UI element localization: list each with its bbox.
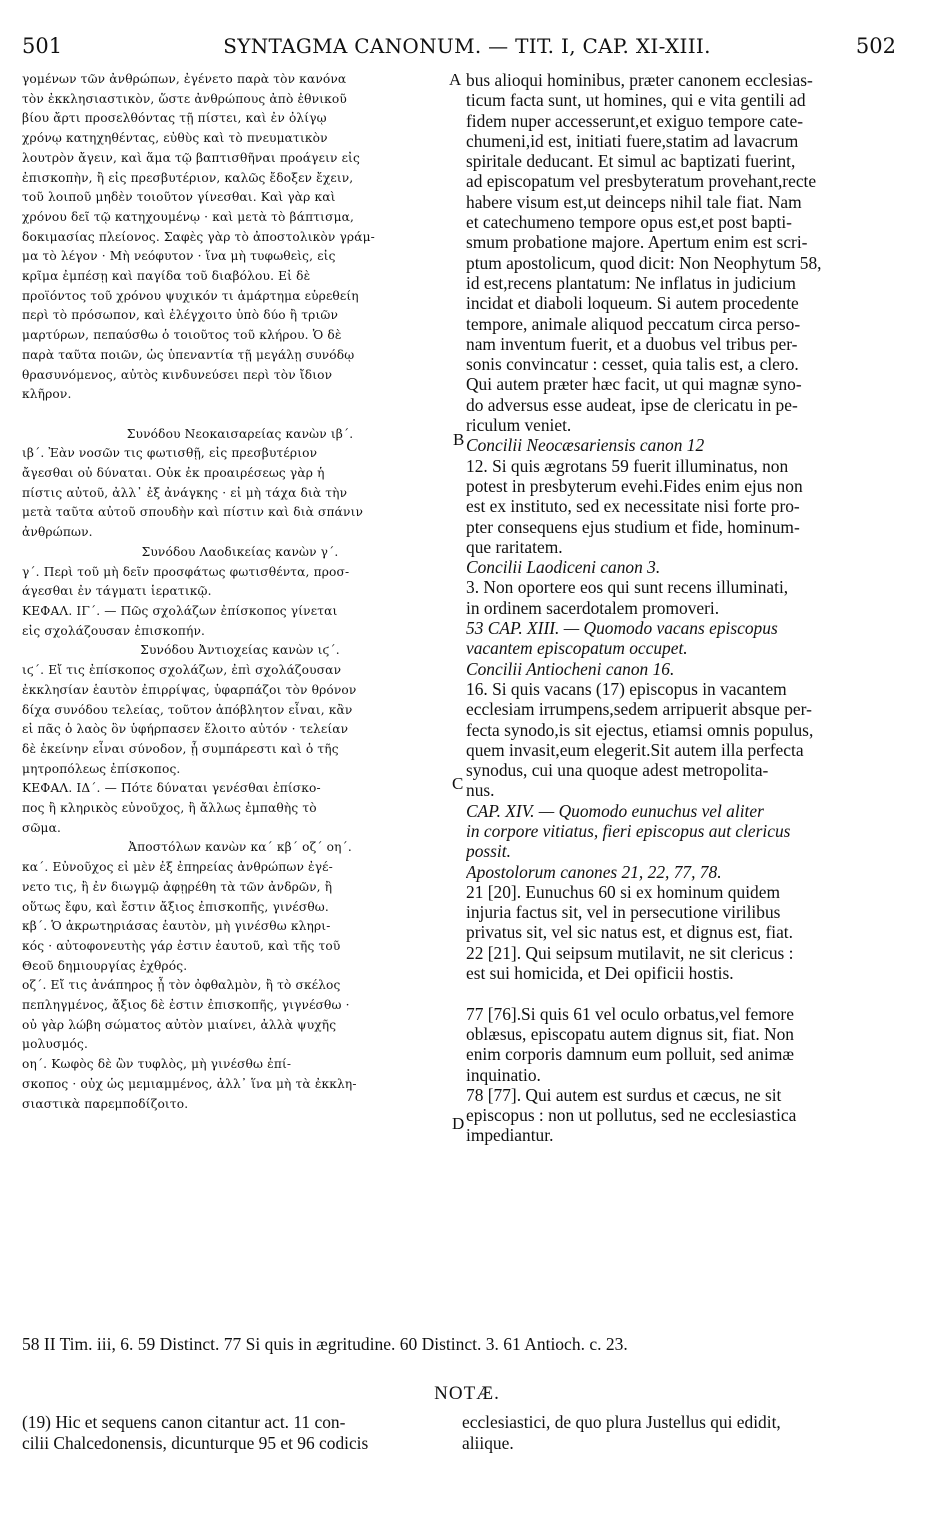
latin-text-line: privatus sit, vel sic natus est, et dignus est, fiat. [466,922,793,943]
greek-text-line: ἄγεσθαι οὐ δύναται. Οὐκ ἐκ προαιρέσεως γὰρ ἡ [22,466,325,481]
latin-text-line: incidat et diaboli loqueum. Si autem procedente [466,293,799,314]
margin-marker-d: D [452,1114,465,1133]
latin-text-line: 16. Si quis vacans (17) episcopus in vacantem [466,678,787,699]
greek-text-line: μαρτύρων, πεπαύσθω ὁ τοιοῦτος τοῦ κλήρου. Ὁ δὲ [22,328,342,343]
latin-text-line: fidem nuper accesserunt,et exiguo tempore cate- [466,110,804,131]
greek-text-line: μετὰ ταῦτα αὐτοῦ σπουδὴν καὶ πίστιν καὶ διὰ σπάνιν [22,505,364,520]
latin-text-line: injuria factus sit, vel in persecutione virilibus [466,902,781,923]
greek-text-line: Συνόδου Νεοκαισαρείας κανὼν ιβ΄. [126,426,354,441]
greek-text-line: παρὰ ταῦτα ποιῶν, ὡς ὑπεναντία τῇ μεγάλῃ συνόδῳ [22,347,355,362]
margin-marker-a: A [449,70,462,89]
notae-right-line: aliique. [462,1433,514,1453]
greek-text-line: σῶμα. [22,820,62,835]
latin-text-line: 12. Si quis ægrotans 59 fuerit illuminatus, non [466,455,789,476]
greek-text-line: πεπληγμένος, ἄξιος δὲ ἐστιν ἐπισκοπῆς, γιγνέσθω · [22,998,350,1013]
greek-text-line: εἰς σχολάζουσαν ἐπισκοπήν. [22,623,206,638]
latin-text-line: ad episcopatum vel presbyteratum provehant,recte [466,171,817,192]
latin-text-line: impediantur. [466,1125,554,1146]
greek-text-line: κα΄. Εὐνοῦχος εἰ μὲν ἐξ ἐπηρείας ἀνθρώπων ἐγέ- [22,860,333,875]
latin-text-line: 3. Non oportere eos qui sunt recens illuminati, [466,577,789,598]
greek-text-line: κός · αὐτοφονευτὴς γάρ ἐστιν ἑαυτοῦ, καὶ τῆς τοῦ [22,938,341,953]
greek-text-line: ΚΕΦΑΛ. ΙΔ΄. — Πότε δύναται γενέσθαι ἐπίσκο- [22,781,321,796]
latin-text-line: possit. [466,841,511,862]
greek-text-line: δίχα συνόδου τελείας, τοῦτον ἀπόβλητον εἶναι, κἂν [22,702,353,717]
latin-text-line: potest in presbyterum evehi.Fides enim ejus non [466,475,803,496]
greek-text-line: οὕτως ἔφυ, καὶ ἔστιν ἄξιος ἐπισκοπῆς, γινέσθω. [22,899,329,914]
latin-text-line: oblæsus, episcopatu autem dignus sit, fiat. Non [466,1023,794,1044]
greek-text-line: κλῆρον. [22,387,72,402]
greek-text-line: μολυσμός. [22,1037,89,1052]
greek-text-line: γομένων τῶν ἀνθρώπων, ἐγένετο παρὰ τὸν κανόνα [22,72,347,86]
latin-text-line: riculum veniet. [466,415,572,436]
latin-text-line: CAP. XIV. — Quomodo eunuchus vel aliter [466,800,764,821]
notae-left-line: (19) Hic et sequens canon citantur act. 11 con- [22,1412,346,1432]
greek-text-line: ιϛ΄. Εἴ τις ἐπίσκοπος σχολάζων, ἐπὶ σχολάζουσαν [22,663,342,678]
greek-text-line: εἰ πᾶς ὁ λαὸς ὃν ὑφήρπασεν ἕλοιτο αὐτόν · τελείαν [22,722,349,737]
latin-text-line: 77 [76].Si quis 61 vel oculo orbatus,vel femore [466,1003,794,1024]
greek-text-line: ιβ΄. Ἐὰν νοσῶν τις φωτισθῇ, εἰς πρεσβυτέριον [22,446,318,461]
latin-text-line: vacantem episcopatum occupet. [466,638,688,659]
greek-text-line: δοκιμασίας πλείονος. Σαφὲς γὰρ τὸ ἀποστολικὸν γράμ- [22,229,375,244]
latin-text-line: bus alioqui hominibus, præter canonem ecclesias- [466,70,813,90]
greek-text-line: οὐ γὰρ λώβη σώματος αὐτὸν μιαίνει, ἀλλὰ ψυχῆς [22,1017,337,1032]
latin-text-line: ticum facta sunt, ut homines, qui e vita gentili ad [466,90,806,111]
latin-text-line: do adversus esse audeat, ipse de clericatu in pe- [466,394,798,415]
greek-text-line: σκοπος · οὐχ ὡς μεμιαμμένος, ἀλλ᾽ ἵνα μὴ τὰ ἐκκλη- [22,1076,357,1091]
latin-text-line: id est,recens plantatum: Ne inflatus in judicium [466,272,796,293]
latin-text-line: Concilii Neocæsariensis canon 12 [466,435,705,456]
notae-heading: NOTÆ. [434,1383,500,1404]
greek-text-line: κρῖμα ἐμπέσῃ καὶ παγίδα τοῦ διαβόλου. Εἰ δὲ [22,269,311,284]
greek-text-line: τὸν ἐκκλησιαστικὸν, ὥστε ἀνθρώπους ἀπὸ ἐθνικοῦ [22,91,347,106]
greek-text-line: ΚΕΦΑΛ. ΙΓ΄. — Πῶς σχολάζων ἐπίσκοπος γίνεται [22,603,338,618]
latin-text-line: chumeni,id est, initiati fuere,statim ad lavacrum [466,130,799,151]
latin-text-line: in corpore vitiatus, fieri episcopus aut clericus [466,820,791,841]
greek-text-line: οζ΄. Εἴ τις ἀνάπηρος ᾖ τὸν ὀφθαλμὸν, ἢ τὸ σκέλος [22,978,341,993]
greek-text-line: ἐπισκοπὴν, ἢ εἰς πρεσβυτέριον, καλῶς ἔδοξεν ἔχειν, [22,170,354,185]
latin-text-line: 22 [21]. Qui seipsum mutilavit, ne sit clericus : [466,942,794,963]
notae-right-line: ecclesiastici, de quo plura Justellus qui edidit, [462,1412,781,1432]
notae-left-line: cilii Chalcedonensis, dicunturque 95 et 96 codicis [22,1433,369,1453]
latin-text-line: ecclesiam irrumpens,sedem arripuerit absque per- [466,699,812,720]
greek-text-line: λουτρὸν ἄγειν, καὶ ἅμα τῷ βαπτισθῆναι προάγειν εἰς [22,150,360,165]
latin-text-line: in ordinem sacerdotalem promoveri. [466,597,720,618]
latin-text-line: et catechumeno tempore opus est,et post bapti- [466,212,792,233]
greek-column [22,70,458,1114]
greek-text-line: Συνόδου Λαοδικείας κανὼν γ΄. [141,544,339,559]
greek-text-line: νετο τις, ἢ ἐν διωγμῷ ἀφῃρέθη τὰ τῶν ἀνδρῶν, ἢ [22,879,333,894]
latin-text-line: enim corporis damnum eum polluit, sed animæ [466,1044,794,1065]
notae-right [462,1412,902,1454]
margin-marker-c: C [452,774,464,793]
latin-text-line: 78 [77]. Qui autem est surdus et cæcus, ne sit [466,1084,782,1105]
greek-text-line: πος ἢ κληρικὸς εὐνοῦχος, ἢ ἄλλως ἐμπαθὴς τὸ [22,801,317,816]
latin-text-line [466,983,896,1003]
footnotes: 58 II Tim. iii, 6. 59 Distinct. 77 Si quis in ægritudine. 60 Distinct. 3. 61 Antioch. c. 23. [22,1334,628,1354]
latin-text-line: habere visum est,ut deinceps nihil tale fiat. Nam [466,191,802,212]
latin-text-line: est ex instituto, sed ex necessitate nisi forte pro- [466,496,800,517]
greek-text-line: Θεοῦ δημιουργίας ἐχθρός. [22,958,188,973]
latin-text-line: fecta synodo,is sit ejectus, etiamsi omnis populus, [466,719,814,740]
greek-text-line: άγεσθαι ἐν τάγματι ἱερατικῷ. [22,584,212,599]
latin-text-line: nus. [466,780,495,801]
greek-text-line [22,405,458,425]
latin-text-line: 21 [20]. Eunuchus 60 si ex hominum quidem [466,881,780,902]
greek-text-line: μητροπόλεως ἐπίσκοπος. [22,761,181,776]
latin-text-line: nam inventum fuerit, et a duobus vel tribus per- [466,333,798,354]
latin-text-line: spiritale deducant. Et simul ac baptizati fuerint, [466,151,796,172]
page-number-right: 502 [855,34,896,58]
greek-text-line: τοῦ λοιποῦ μηδὲν τοιοῦτον γίνεσθαι. Καὶ γὰρ καὶ [22,190,336,205]
greek-text-line: θρασυνόμενος, αὐτὸς κινδυνεύσει περὶ τὸν ἴδιον [22,367,333,382]
running-title: SYNTAGMA CANONUM. — TIT. I, CAP. XI-XIII. [223,34,711,58]
greek-text-line: βίου ἄρτι προσελθόντας τῇ πίστει, καὶ ἐν ὀλίγῳ [22,111,327,126]
latin-text-line: quem invasit,eum elegerit.Sit autem illa perfecta [466,739,804,760]
greek-text-line: δὲ ἐκείνην εἶναι σύνοδον, ᾗ συμπάρεστι καὶ ὁ τῆς [22,741,339,756]
latin-text-line: sonis convincatur : cesset, quia talis est, a clero. [466,354,799,375]
latin-text-line: pter consequens ejus studium et fide, hominum- [466,516,800,537]
latin-text-line: Qui autem præter hæc facit, ut qui magnæ syno- [466,374,802,395]
greek-text-line: χρόνου δεῖ τῷ κατηχουμένῳ · καὶ μετὰ τὸ βάπτισμα, [22,209,355,224]
latin-text-line: 53 CAP. XIII. — Quomodo vacans episcopus [466,618,778,639]
greek-text-line: περὶ τὸ πρόσωπον, καὶ ἐλέγχοιτο ὑπὸ δύο ἢ τριῶν [22,308,339,323]
latin-column [466,70,896,1146]
latin-text-line: Apostolorum canones 21, 22, 77, 78. [466,861,722,882]
greek-text-line: κβ΄. Ὁ ἀκρωτηριάσας ἑαυτὸν, μὴ γινέσθω κληρι- [22,919,331,934]
latin-text-line: Concilii Laodiceni canon 3. [466,557,661,578]
greek-text-line: προϊόντος τοῦ χρόνου ψυχικόν τι ἁμάρτημα εὑρεθείη [22,288,359,303]
latin-text-line: smum probatione majore. Apertum enim est scri- [466,232,808,253]
greek-text-line: ἀνθρώπων. [22,525,93,540]
margin-marker-b: B [453,430,465,449]
latin-text-line: que raritatem. [466,536,563,557]
latin-text-line: ptum apostolicum, quod dicit: Non Neophytum 58, [466,252,822,273]
page-header [0,34,934,64]
greek-text-line: μα τὸ λέγον · Μὴ νεόφυτον · ἵνα μὴ τυφωθεὶς, εἰς [22,249,336,264]
page-number-left: 501 [22,34,63,58]
notae-left [22,1412,452,1454]
greek-text-line: ἐκκλησίαν ἑαυτὸν ἐπιρρίψας, ὑφαρπάζοι τὸν θρόνον [22,682,357,697]
latin-text-line: est sui homicida, et Dei opificii hostis. [466,963,734,984]
greek-text-line: Ἀποστόλων κανὼν κα΄ κβ΄ οζ΄ οη΄. [128,840,352,855]
latin-text-line: tempore, animale aliquod peccatum circa perso- [466,313,801,334]
latin-text-line: episcopus : non ut pollutus, sed ne ecclesiastica [466,1105,797,1126]
latin-text-line: inquinatio. [466,1064,541,1085]
greek-text-line: γ΄. Περὶ τοῦ μὴ δεῖν προσφάτως φωτισθέντα, προσ- [22,564,350,579]
greek-text-line: πίστις αὐτοῦ, ἀλλ᾽ ἐξ ἀνάγκης · εἰ μὴ τάχα διὰ τὴν [22,485,348,500]
latin-text-line: Concilii Antiocheni canon 16. [466,658,675,679]
latin-text-line: synodus, cui una quoque adest metropolita- [466,760,769,781]
greek-text-line: Συνόδου Ἀντιοχείας κανὼν ιϛ΄. [140,643,340,658]
greek-text-line: σιαστικὰ παρεμποδίζοιτο. [22,1096,189,1111]
greek-text-line: χρόνῳ κατηχηθέντας, εὐθὺς καὶ τὸ πνευματικὸν [22,131,328,146]
greek-text-line: οη΄. Κωφὸς δὲ ὢν τυφλὸς, μὴ γινέσθω ἐπί- [22,1057,292,1072]
